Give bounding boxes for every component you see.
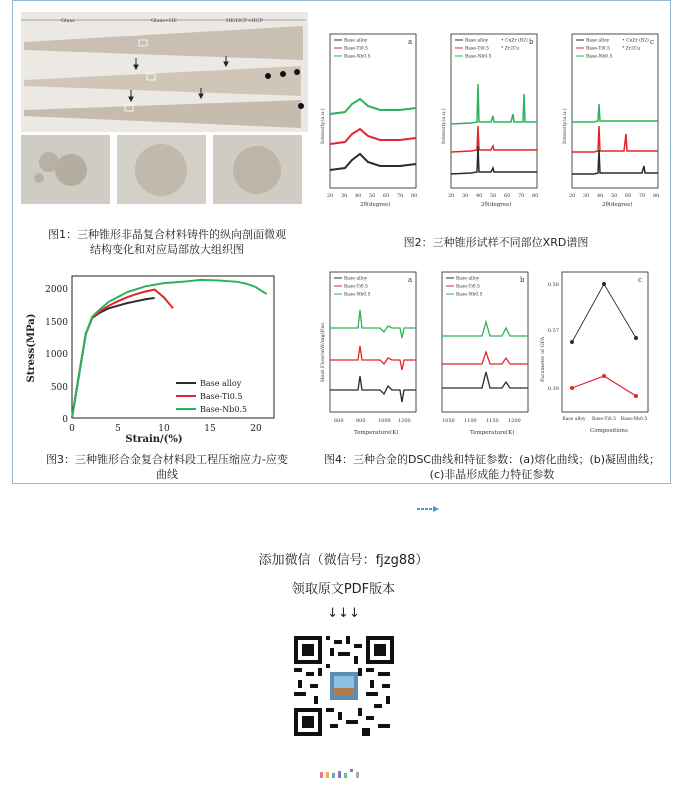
fig2a-series-black xyxy=(330,154,416,170)
fig2c-xtick: 20 xyxy=(569,193,576,199)
fig2c-xtick: 30 xyxy=(583,193,590,199)
fig2c-series-black xyxy=(572,150,658,174)
fig2b-peak-label-2: * Zr2Cu xyxy=(501,46,520,52)
fig4c-ylabel: Parameter of GFA xyxy=(540,336,546,382)
fig4-caption-line2: (c)非晶形成能力特征参数 xyxy=(429,468,555,481)
fig2c-series-green xyxy=(572,104,658,122)
fig4c-point xyxy=(570,386,574,390)
fig2a-series-red xyxy=(330,129,416,144)
fig2c-xtick: 40 xyxy=(597,193,604,199)
fig2a-series-green xyxy=(330,99,416,114)
fig4a-xtick: 1000 xyxy=(378,418,391,424)
fig2b-series-green xyxy=(451,84,537,124)
fig3-xtick: 5 xyxy=(115,424,121,434)
fig2c-xtick: 70 xyxy=(639,193,646,199)
fig4c-category: Base-Nb0.5 xyxy=(620,417,648,422)
fig2b-xtick: 50 xyxy=(490,193,497,199)
fig4b-legend-base: Base alloy xyxy=(456,276,480,282)
fig4c-point xyxy=(570,340,574,344)
fig2b-ylabel: Intensity(a.u.) xyxy=(441,108,447,144)
fig3-caption-line2: 曲线 xyxy=(156,468,178,481)
fig2b-xtick: 70 xyxy=(518,193,525,199)
fig4a-legend-ti: Base-Ti0.5 xyxy=(344,284,368,290)
fig2c-legend-base: Base alloy xyxy=(586,38,610,44)
fig3-ylabel: Stress(MPa) xyxy=(26,313,37,383)
fig4c-point xyxy=(634,394,638,398)
fig2c-xlabel: 2θ(degree) xyxy=(602,202,633,208)
fig3-caption xyxy=(22,452,312,482)
fig4b-series-green xyxy=(442,322,528,336)
fig4b-legend-ti: Base-Ti0.5 xyxy=(456,284,480,290)
fig3-xtick: 10 xyxy=(158,424,170,434)
fig4a-series-black xyxy=(330,376,416,402)
fig3-series-line-1 xyxy=(72,298,155,418)
fig3-xtick: 15 xyxy=(204,424,216,434)
fig2c-ylabel: Intensity(a.u.) xyxy=(562,108,568,144)
decorative-bars-icon xyxy=(320,769,370,779)
fig2b-xtick: 60 xyxy=(504,193,511,199)
fig3-stress-strain-chart xyxy=(24,268,294,446)
fig4a-series-red xyxy=(330,346,416,370)
fig4-panel-c-letter: c xyxy=(638,276,642,284)
fig4a-xtick: 1200 xyxy=(398,418,411,424)
fig4b-series-black xyxy=(442,372,528,388)
fig1-label-he: HE/HCP+HCP xyxy=(226,18,263,24)
fig2-caption xyxy=(376,235,616,250)
fig2a-legend-nb: Base-Nb0.5 xyxy=(344,54,371,60)
fig4a-xtick: 800 xyxy=(356,418,366,424)
fig2b-peak-label-1: • CuZr (B2) xyxy=(501,38,528,44)
fig2b-xlabel: 2θ(degree) xyxy=(481,202,512,208)
pdf-offer-line: 领取原文PDF版本 xyxy=(291,582,396,597)
fig4c-point xyxy=(602,374,606,378)
fig4c-ytick: 0.39 xyxy=(547,386,559,392)
fig3-series-line-2 xyxy=(72,290,173,418)
fig3-xtick: 20 xyxy=(250,424,262,434)
fig2a-legend-base: Base alloy xyxy=(344,38,368,44)
fig4c-point xyxy=(602,282,606,286)
fig3-caption-line1: 图3：三种锥形合金复合材料段工程压缩应力-应变 xyxy=(46,453,288,466)
down-arrows: ↓↓↓ xyxy=(327,606,360,621)
fig3-legend-nb: Base-Nb0.5 xyxy=(200,405,248,414)
fig2a-ylabel: Intensity(a.u.) xyxy=(320,108,326,144)
fig2c-peak-label-2: * Zr2Cu xyxy=(622,46,641,52)
fig2b-legend-ti: Base-Ti0.5 xyxy=(465,46,489,52)
fig4-caption-line1: 图4：三种合金的DSC曲线和特征参数：(a)熔化曲线；(b)凝固曲线； xyxy=(323,453,661,466)
fig2-image xyxy=(316,26,666,226)
fig1-label-glass: Glass xyxy=(61,18,75,24)
fig2c-peak-label-1: • CuZr (B2) xyxy=(622,38,649,44)
fig4-image xyxy=(316,268,666,446)
fig4c-ytick: 0.57 xyxy=(547,328,559,334)
fig2a-xtick: 20 xyxy=(327,193,334,199)
fig3-ytick: 500 xyxy=(50,383,68,393)
fig3-ytick: 1000 xyxy=(45,350,68,360)
fig4c-point xyxy=(634,336,638,340)
fig2c-legend-nb: Base-Nb0.5 xyxy=(586,54,613,60)
fig2a-xlabel: 2θ(degree) xyxy=(360,202,391,208)
fig4c-category: Base-Ti0.5 xyxy=(592,417,616,422)
fig2b-xtick: 80 xyxy=(532,193,539,199)
fig4c-category: Base alloy xyxy=(562,417,586,422)
fig2c-xtick: 50 xyxy=(611,193,618,199)
fig1-caption-line2: 结构变化和对应局部放大组织图 xyxy=(90,243,244,256)
fig2a-legend-ti: Base-Ti0.5 xyxy=(344,46,368,52)
qr-code-icon[interactable] xyxy=(294,636,394,736)
fig2b-xtick: 40 xyxy=(476,193,483,199)
fig2a-xtick: 40 xyxy=(355,193,362,199)
fig4b-xtick: 1150 xyxy=(486,418,499,424)
fig2a-xtick: 60 xyxy=(383,193,390,199)
fig4-panel-b-letter: b xyxy=(520,276,525,284)
fig4a-xtick: 600 xyxy=(334,418,344,424)
fig4a-xlabel: Temperature(K) xyxy=(354,430,399,436)
fig2c-legend-ti: Base-Ti0.5 xyxy=(586,46,610,52)
fig3-ytick: 0 xyxy=(62,415,68,425)
fig2c-xtick: 60 xyxy=(625,193,632,199)
fig2a-xtick: 80 xyxy=(411,193,418,199)
fig4-panel-a-letter: a xyxy=(408,276,413,284)
fig4b-xlabel: Temperature(K) xyxy=(470,430,515,436)
fig1-caption xyxy=(22,227,312,257)
fig3-axes-frame xyxy=(72,276,274,418)
fig4c-xlabel: Compositions xyxy=(590,428,628,434)
fig4b-xtick: 1050 xyxy=(442,418,455,424)
fig1-label-glass-he: Glass+HE xyxy=(151,18,177,24)
fig2a-xtick: 30 xyxy=(341,193,348,199)
fig2-panel-c-letter: c xyxy=(650,38,654,46)
fig2b-xtick: 20 xyxy=(448,193,455,199)
fig1-image xyxy=(21,12,308,204)
fig2c-series-red xyxy=(572,126,658,152)
fig4b-series-red xyxy=(442,352,528,364)
fig2b-xtick: 30 xyxy=(462,193,469,199)
fig2b-series-red xyxy=(451,126,537,152)
wechat-contact-line: 添加微信（微信号：fjzg88） xyxy=(258,553,429,568)
fig1-caption-line1: 图1：三种锥形非晶复合材料铸件的纵向剖面微观 xyxy=(48,228,286,241)
fig4b-legend-nb: Base-Nb0.5 xyxy=(456,292,483,298)
fig3-ytick: 1500 xyxy=(45,318,68,328)
fig4a-ylabel: Heat Flow(mW/mg)Exo xyxy=(320,322,326,382)
fig2-caption-text: 图2：三种锥形试样不同部位XRD谱图 xyxy=(403,236,589,249)
fig4a-series-green xyxy=(330,310,416,338)
fig2a-xtick: 70 xyxy=(397,193,404,199)
fig4c-series-red xyxy=(572,376,636,396)
fig2a-xtick: 50 xyxy=(369,193,376,199)
fig4c-ytick: 0.58 xyxy=(547,282,559,288)
fig3-legend-base: Base alloy xyxy=(200,379,242,388)
fig4b-xtick: 1100 xyxy=(464,418,477,424)
fig2b-legend-base: Base alloy xyxy=(465,38,489,44)
fig2-panel-a-letter: a xyxy=(408,38,413,46)
fig3-ytick: 2000 xyxy=(45,285,68,295)
decorative-arrow-icon xyxy=(417,506,439,512)
fig4-caption xyxy=(318,452,666,482)
fig3-legend-ti: Base-Ti0.5 xyxy=(200,392,243,401)
fig2b-legend-nb: Base-Nb0.5 xyxy=(465,54,492,60)
fig3-xlabel: Strain/(%) xyxy=(125,434,183,445)
fig4c-series-black xyxy=(572,284,636,342)
fig4a-legend-nb: Base-Nb0.5 xyxy=(344,292,371,298)
fig3-xtick: 0 xyxy=(69,424,75,434)
fig4a-legend-base: Base alloy xyxy=(344,276,368,282)
fig2c-xtick: 80 xyxy=(653,193,660,199)
fig4b-xtick: 1200 xyxy=(508,418,521,424)
fig2-panel-b-letter: b xyxy=(529,38,534,46)
